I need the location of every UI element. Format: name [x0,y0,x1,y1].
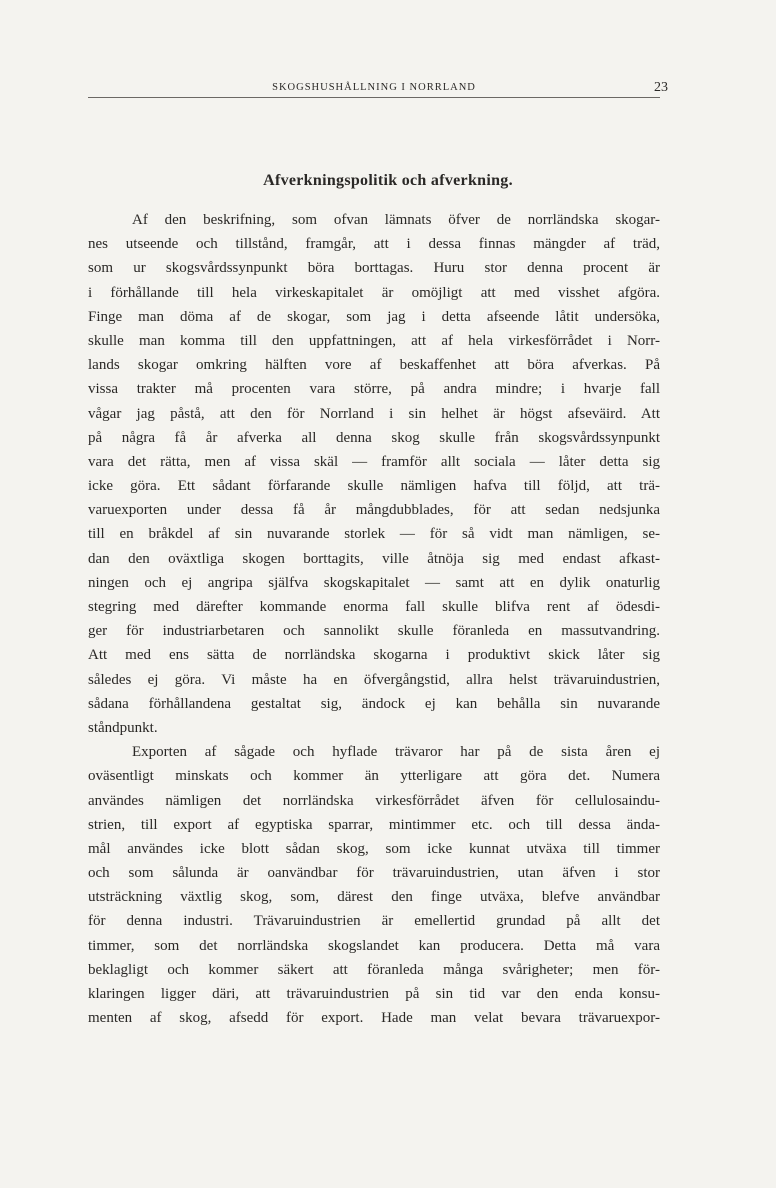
text-line: skulle man komma till den uppfattningen, att af hela virkesförrådet i Norr- [88,332,660,349]
running-title: SKOGSHUSHÅLLNING I NORRLAND [272,82,476,93]
text-line: till en bråkdel af sin nuvarande storlek — för så vidt man nämligen, se- [88,526,660,543]
text-line: lands skogar omkring hälften vore af beskaffenhet att böra afverkas. På [88,357,660,374]
text-line: Finge man döma af de skogar, som jag i detta afseende låtit undersöka, [88,308,660,325]
text-line: oväsentligt minskats och kommer än ytterligare att göra det. Numera [88,768,660,785]
text-line: således ej göra. Vi måste ha en öfvergångstid, allra helst trävaruindustrien, [88,671,660,688]
text-line: strien, till export af egyptiska sparrar, mintimmer etc. och till dessa ända- [88,816,660,833]
text-line: Af den beskrifning, som ofvan lämnats öfver de norrländska skogar- [132,212,660,228]
text-line: för denna industri. Trävaruindustrien är emellertid grundad på allt det [88,913,660,930]
text-line: vågar jag påstå, att den för Norrland i sin helhet är högst afseväird. Att [88,405,660,422]
text-line: Att med ens sätta de norrländska skogarna i produktivt skick låter sig [88,647,660,664]
text-line: timmer, som det norrländska skogslandet kan producera. Detta må vara [88,937,660,954]
running-head [88,80,668,98]
page-number: 23 [654,80,668,95]
section-heading: Afverkningspolitik och afverkning. [263,172,513,189]
text-line: klaringen ligger däri, att trävaruindustrien på sin tid var den enda konsu- [88,986,660,1002]
text-line: Exporten af sågade och hyflade trävaror har på de sista åren ej [132,744,660,761]
text-line: icke göra. Ett sådant förfarande skulle nämligen hafva till följd, att trä- [88,478,660,495]
text-line: i förhållande till hela virkeskapitalet är omöjligt att med visshet afgöra. [88,284,660,301]
text-line: ningen och ej angripa själfva skogskapitalet — samt att en dylik onaturlig [88,574,660,591]
text-line: vissa trakter må procenten vara större, på andra mindre; i hvarje fall [88,381,660,398]
text-line: varuexporten under dessa få år mångdubblades, för att sedan nedsjunka [88,502,660,519]
text-line: ståndpunkt. [88,719,158,736]
text-line: mål användes icke blott sådan skog, som icke kunnat utväxa till timmer [88,840,660,857]
text-line: vara det rätta, men af vissa skäl — framför allt sociala — låter detta sig [88,453,660,470]
text-line: dan den oväxtliga skogen borttagits, ville åtnöja sig med endast afkast- [88,550,660,567]
text-line: på några få år afverka all denna skog skulle från skogsvårdssynpunkt [88,429,660,446]
text-line: menten af skog, afsedd för export. Hade man velat bevara trävaruexpor- [88,1010,660,1027]
text-line: och som sålunda är oanvändbar för trävaruindustrien, utan äfven i stor [88,865,660,882]
text-line: användes nämligen det norrländska virkesförrådet äfven för cellulosaindu- [88,792,660,809]
text-line: utsträckning växtlig skog, som, därest den finge utväxa, blefve användbar [88,889,660,906]
text-line: stegring med därefter kommande enorma fall skulle blifva rent af ödesdi- [88,599,660,615]
text-line: ger för industriarbetaren och sannolikt skulle föranleda en massutvandring. [88,623,660,640]
text-line: nes utseende och tillstånd, framgår, att i dessa finnas mängder af träd, [88,236,660,253]
text-line: som ur skogsvårdssynpunkt böra borttagas. Huru stor denna procent är [88,260,660,277]
body-text [88,208,660,1030]
text-line: sådana förhållandena gestaltat sig, ändock ej kan behålla sin nuvarande [88,695,660,712]
text-line: beklagligt och kommer säkert att föranleda många svårigheter; men för- [88,961,660,978]
